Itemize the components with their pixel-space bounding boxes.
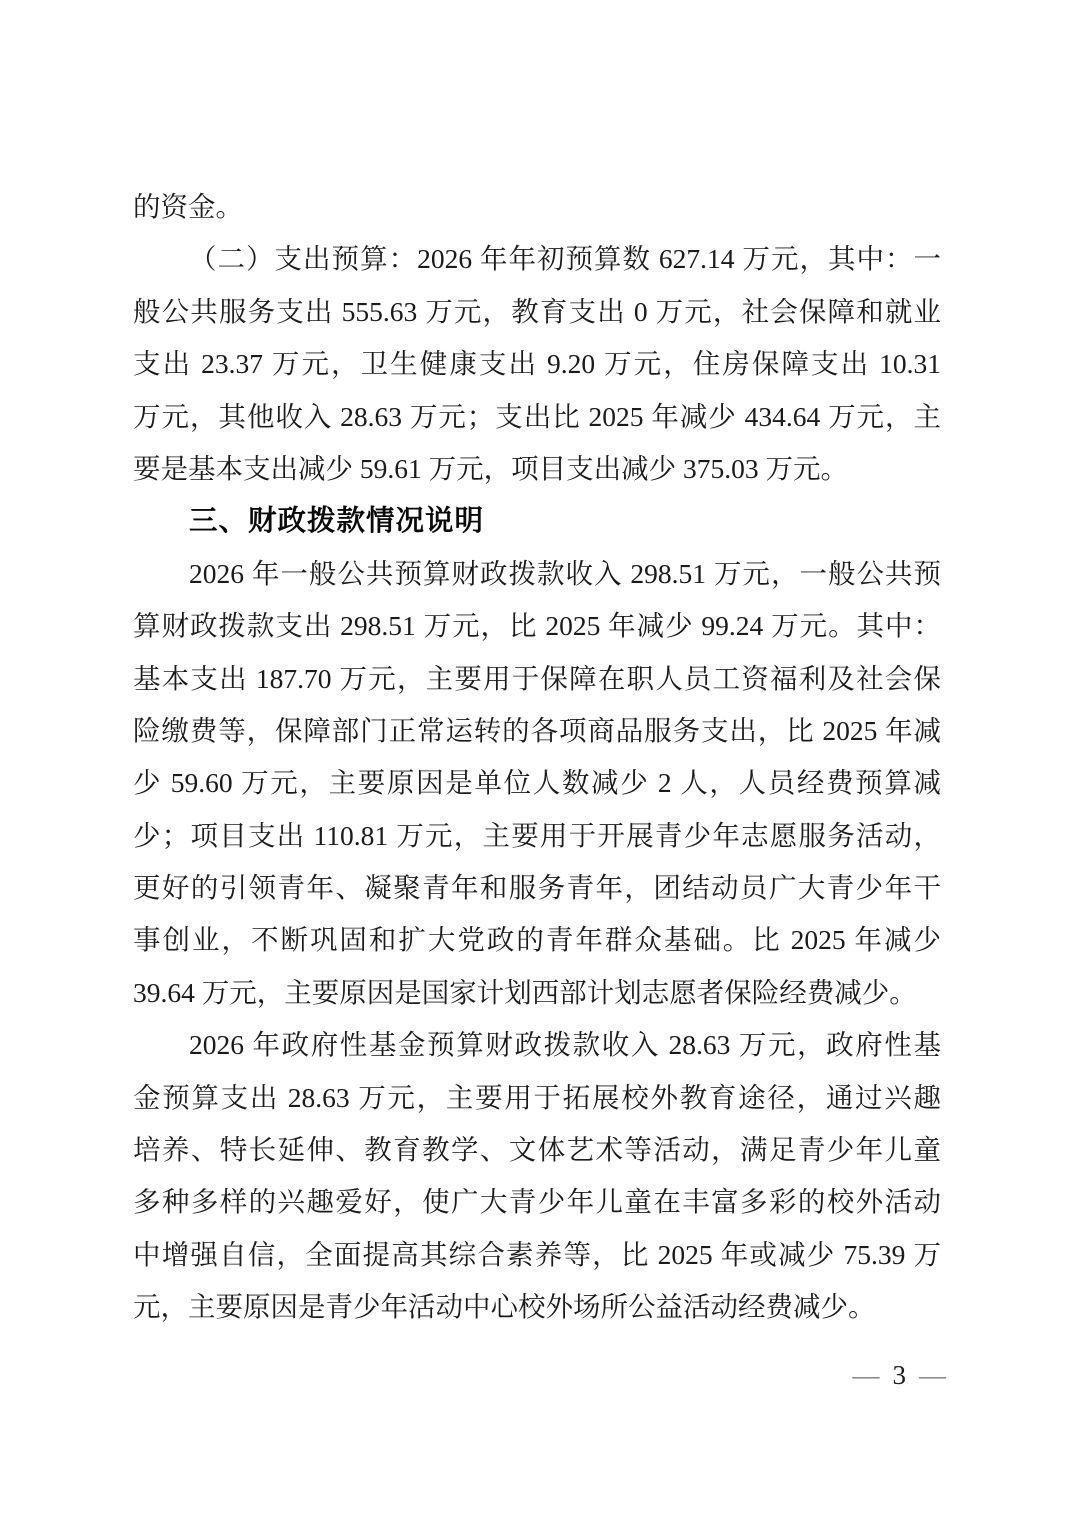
text-line: 39.64 万元，主要原因是国家计划西部计划志愿者保险经费减少。 xyxy=(133,976,917,1008)
text-line: 中增强自信，全面提高其综合素养等，比 2025 年或减少 75.39 万 xyxy=(133,1238,941,1270)
text-line: 更好的引领青年、凝聚青年和服务青年，团结动员广大青少年干 xyxy=(133,872,941,904)
text-line: 培养、特长延伸、教育教学、文体艺术等活动，满足青少年儿童 xyxy=(133,1134,941,1166)
text-line: 少 59.60 万元，主要原因是单位人数减少 2 人，人员经费预算减 xyxy=(133,767,941,799)
text-line: 2026 年政府性基金预算财政拨款收入 28.63 万元，政府性基 xyxy=(189,1029,941,1061)
text-line: 支出 23.37 万元，卫生健康支出 9.20 万元，住房保障支出 10.31 xyxy=(133,348,941,380)
text-line: 万元，其他收入 28.63 万元；支出比 2025 年减少 434.64 万元，主 xyxy=(133,400,941,432)
text-line: 要是基本支出减少 59.61 万元，项目支出减少 375.03 万元。 xyxy=(133,452,848,484)
text-line: 少；项目支出 110.81 万元，主要用于开展青少年志愿服务活动， xyxy=(133,819,941,851)
text-line: （二）支出预算：2026 年年初预算数 627.14 万元，其中：一 xyxy=(189,243,941,275)
page-number: 3 xyxy=(892,1360,906,1390)
document-body xyxy=(133,181,941,1334)
text-line: 元，主要原因是青少年活动中心校外场所公益活动经费减少。 xyxy=(133,1291,876,1323)
footer-dash-right: — xyxy=(919,1360,946,1390)
text-line: 的资金。 xyxy=(133,191,243,222)
text-line: 事创业，不断巩固和扩大党政的青年群众基础。比 2025 年减少 xyxy=(133,924,941,956)
text-line: 算财政拨款支出 298.51 万元，比 2025 年减少 99.24 万元。其中： xyxy=(133,610,941,642)
text-line: 2026 年一般公共预算财政拨款收入 298.51 万元，一般公共预 xyxy=(189,557,941,589)
text-line: 金预算支出 28.63 万元，主要用于拓展校外教育途径，通过兴趣 xyxy=(133,1081,941,1113)
section-heading: 三、财政拨款情况说明 xyxy=(189,505,485,538)
text-line: 般公共服务支出 555.63 万元，教育支出 0 万元，社会保障和就业 xyxy=(133,295,941,327)
footer-dash-left: — xyxy=(852,1360,880,1390)
text-line: 多种多样的兴趣爱好，使广大青少年儿童在丰富多彩的校外活动 xyxy=(133,1186,941,1218)
text-line: 基本支出 187.70 万元，主要用于保障在职人员工资福利及社会保 xyxy=(133,662,941,694)
page-footer xyxy=(853,1360,947,1390)
text-line: 险缴费等，保障部门正常运转的各项商品服务支出，比 2025 年减 xyxy=(133,714,941,746)
